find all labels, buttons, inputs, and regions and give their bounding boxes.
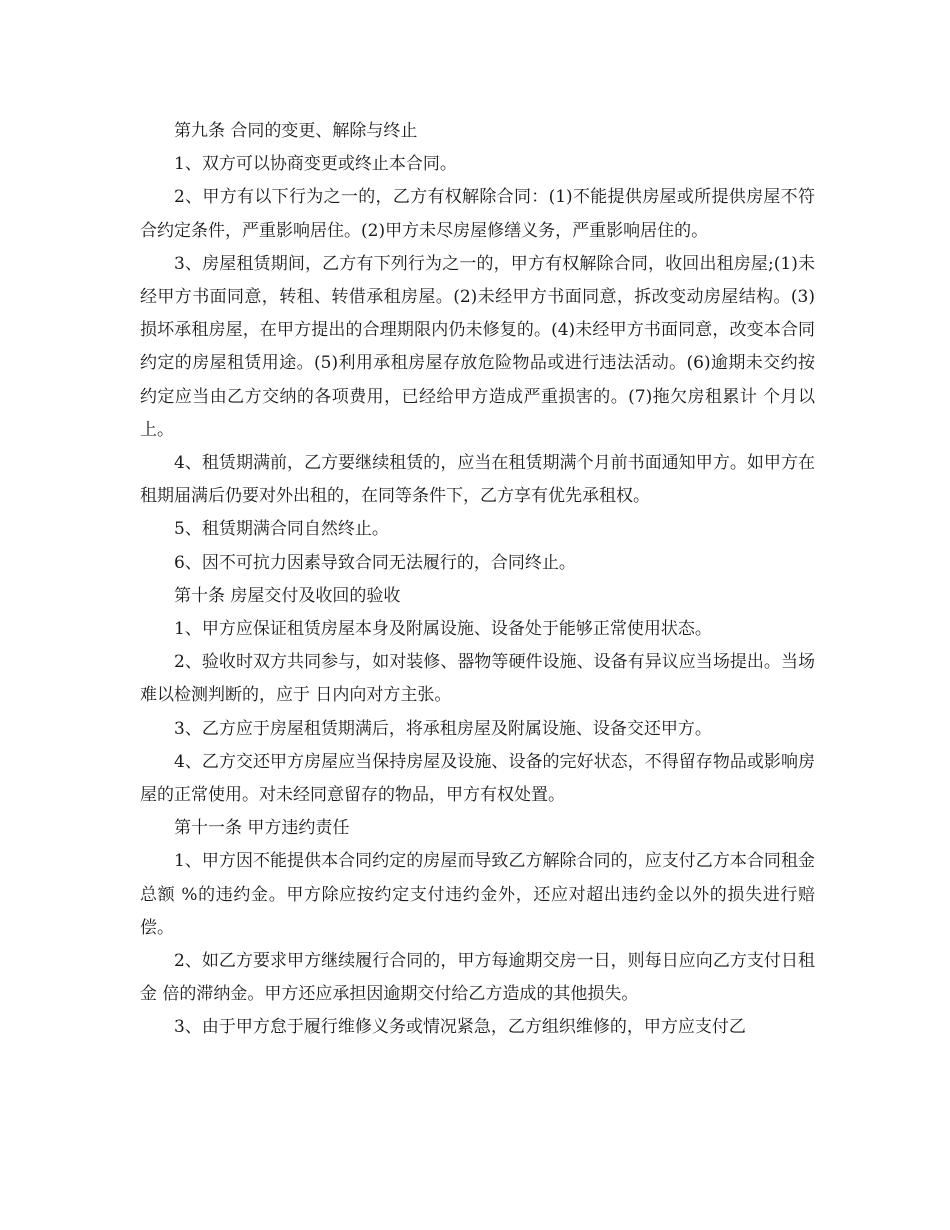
section-10-paragraph-2: 2、验收时双方共同参与，如对装修、器物等硬件设施、设备有异议应当场提出。当场难以检测判断的，应于 日内向对方主张。	[140, 652, 815, 706]
section-10-heading: 第十条 房屋交付及收回的验收	[174, 585, 401, 606]
section-9-paragraph-4: 4、租赁期满前，乙方要继续租赁的，应当在租赁期满个月前书面通知甲方。如甲方在租期届满后仍要对外出租的，在同等条件下，乙方享有优先承租权。	[140, 453, 815, 507]
section-9-paragraph-5: 5、租赁期满合同自然终止。	[174, 519, 389, 540]
section-9-heading: 第九条 合同的变更、解除与终止	[174, 121, 418, 141]
section-11-paragraph-1: 1、甲方因不能提供本合同约定的房屋而导致乙方解除合同的，应支付乙方本合同租金总额 %的违约金。甲方除应按约定支付违约金外，还应对超出违约金以外的损失进行赔偿。	[140, 851, 815, 938]
section-10-paragraph-3: 3、乙方应于房屋租赁期满后，将承租房屋及附属设施、设备交还甲方。	[174, 718, 712, 739]
section-9-paragraph-1: 1、双方可以协商变更或终止本合同。	[174, 154, 457, 175]
section-10-paragraph-4: 4、乙方交还甲方房屋应当保持房屋及设施、设备的完好状态，不得留存物品或影响房屋的正常使用。对未经同意留存的物品，甲方有权处置。	[140, 751, 815, 806]
section-10-paragraph-1: 1、甲方应保证租赁房屋本身及附属设施、设备处于能够正常使用状态。	[174, 619, 712, 640]
document-body	[140, 115, 815, 1045]
section-11-heading: 第十一条 甲方违约责任	[174, 818, 350, 839]
section-11-paragraph-2: 2、如乙方要求甲方继续履行合同的，甲方每逾期交房一日，则每日应向乙方支付日租金 倍的滞纳金。甲方还应承担因逾期交付给乙方造成的其他损失。	[140, 951, 815, 1005]
section-11-paragraph-3: 3、由于甲方怠于履行维修义务或情况紧急，乙方组织维修的，甲方应支付乙	[174, 1017, 746, 1038]
section-9-paragraph-6: 6、因不可抗力因素导致合同无法履行的，合同终止。	[174, 552, 576, 573]
section-9-paragraph-3: 3、房屋租赁期间，乙方有下列行为之一的，甲方有权解除合同，收回出租房屋;(1)未经甲方书面同意，转租、转借承租房屋。(2)未经甲方书面同意，拆改变动房屋结构。(3)损坏承租房屋，在甲方提出的合理期限内仍未修复的。(4)未经甲方书面同意，改变本合同约定的房屋租赁用途。(5)利用承租房屋存放危险物品或进行违法活动。(6)逾期未交约按约定应当由乙方交纳的各项费用，已经给甲方造成严重损害的。(7)拖欠房租累计 个月以上。	[140, 253, 815, 440]
section-9-paragraph-2: 2、甲方有以下行为之一的，乙方有权解除合同：(1)不能提供房屋或所提供房屋不符合约定条件，严重影响居住。(2)甲方未尽房屋修缮义务，严重影响居住的。	[140, 187, 815, 241]
